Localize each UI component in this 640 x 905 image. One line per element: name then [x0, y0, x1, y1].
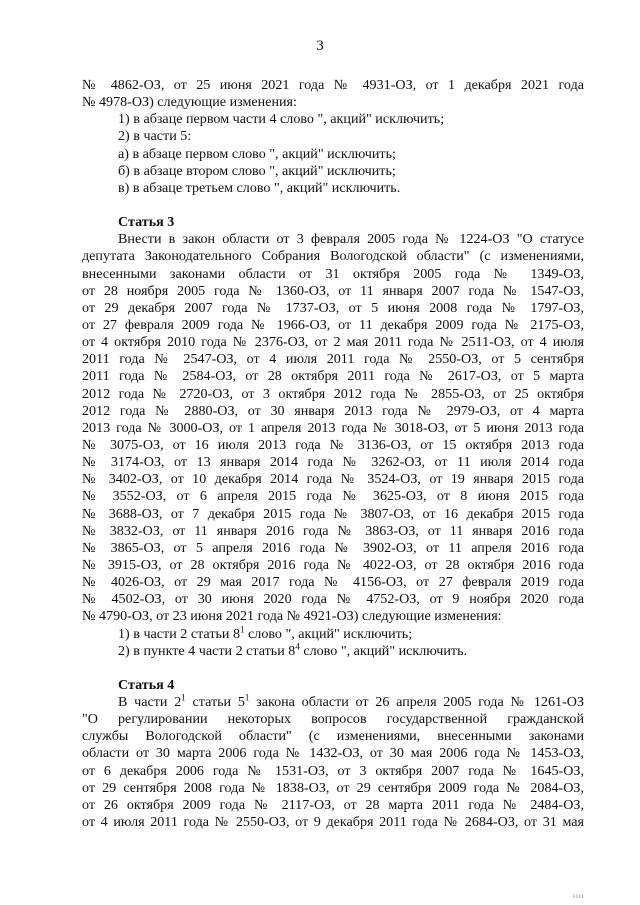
paragraph-article-4 — [82, 694, 584, 831]
text-line: от 4 октября 2010 года № 2376-ОЗ, от 2 мая 2011 года № 2511-ОЗ, от 4 июля — [82, 334, 584, 351]
text-fragment: статьи 5 — [185, 694, 245, 711]
paragraph-article-3 — [82, 231, 584, 625]
text-line: № 4862-ОЗ, от 25 июня 2021 года № 4931-ОЗ, от 1 декабря 2021 года — [82, 77, 584, 93]
text-line: "О регулировании некоторых вопросов государственной гражданской — [82, 711, 584, 728]
text-line: от 29 сентября 2008 года № 1838-ОЗ, от 29 сентября 2009 года № 2084-ОЗ, — [82, 779, 584, 796]
text-line: от 6 декабря 2006 года № 1531-ОЗ, от 3 октября 2007 года № 1645-ОЗ, — [82, 762, 584, 779]
text-fragment: 2) в пункте 4 части 2 статьи 8 — [118, 642, 296, 659]
text-line: от 26 октября 2009 года № 2117-ОЗ, от 28 марта 2011 года № 2484-ОЗ, — [82, 796, 584, 813]
document-body — [82, 77, 584, 831]
text-line: № 4790-ОЗ, от 23 июня 2021 года № 4921-ОЗ) следующие изменения: — [82, 608, 502, 625]
text-line: № 3402-ОЗ, от 10 декабря 2014 года № 3524-ОЗ, от 19 января 2015 года — [82, 471, 584, 488]
list-item: а) в абзаце первом слово ", акций" исключить; — [118, 145, 396, 162]
text-line: Внести в закон области от 3 февраля 2005 года № 1224-ОЗ "О статусе — [118, 231, 584, 248]
scan-mark: ıııı — [573, 892, 585, 900]
text-line: 2012 года № 2720-ОЗ, от 3 октября 2012 года № 2855-ОЗ, от 25 октября — [82, 385, 584, 402]
text-line: № 4978-ОЗ) следующие изменения: — [82, 94, 297, 111]
text-line: депутата Законодательного Собрания Вологодской области" (с изменениями, — [82, 248, 584, 265]
text-line: 2012 года № 2880-ОЗ, от 30 января 2013 года № 2979-ОЗ, от 4 марта — [82, 402, 584, 419]
article-heading: Статья 3 — [118, 214, 175, 231]
text-fragment: 1) в части 2 статьи 8 — [118, 625, 241, 642]
text-line: № 3688-ОЗ, от 7 декабря 2015 года № 3807-ОЗ, от 16 декабря 2015 года — [82, 505, 584, 522]
superscript: 1 — [244, 694, 250, 703]
text-line: службы Вологодской области" (с изменениями, внесенными законами — [82, 728, 584, 745]
text-line: № 4502-ОЗ, от 30 июня 2020 года № 4752-ОЗ, от 9 ноября 2020 года — [82, 591, 584, 608]
text-fragment: слово ", акций" исключить; — [244, 625, 413, 642]
text-fragment: слово ", акций" исключить. — [299, 642, 468, 659]
text-line: № 3832-ОЗ, от 11 января 2016 года № 3863-ОЗ, от 11 января 2016 года — [82, 522, 584, 539]
list-item — [82, 626, 584, 643]
article-heading: Статья 4 — [118, 676, 175, 693]
text-line: № 4026-ОЗ, от 29 мая 2017 года № 4156-ОЗ, от 27 февраля 2019 года — [82, 574, 584, 591]
text-line: от 28 ноября 2005 года № 1360-ОЗ, от 11 января 2007 года № 1547-ОЗ, — [82, 282, 584, 299]
paragraph-amendments-intro — [82, 77, 584, 111]
text-line: 2011 года № 2584-ОЗ, от 28 октября 2011 года № 2617-ОЗ, от 5 марта — [82, 368, 584, 385]
text-line: 2011 года № 2547-ОЗ, от 4 июля 2011 года № 2550-ОЗ, от 5 сентября — [82, 351, 584, 368]
list-item: в) в абзаце третьем слово ", акций" исключить. — [118, 179, 401, 196]
list-item: 1) в абзаце первом части 4 слово ", акций" исключить; — [118, 111, 445, 128]
text-line: от 4 июля 2011 года № 2550-ОЗ, от 9 декабря 2011 года № 2684-ОЗ, от 31 мая — [82, 814, 584, 831]
superscript: 4 — [295, 642, 300, 651]
text-line: внесенными законами области от 31 октября 2005 года № 1349-ОЗ, — [82, 265, 584, 282]
text-line: № 3915-ОЗ, от 28 октября 2016 года № 4022-ОЗ, от 28 октября 2016 года — [82, 556, 584, 573]
text-line: № 3075-ОЗ, от 16 июля 2013 года № 3136-ОЗ, от 15 октября 2013 года — [82, 436, 584, 453]
superscript: 1 — [181, 694, 186, 703]
text-line: области от 30 марта 2006 года № 1432-ОЗ, от 30 мая 2006 года № 1453-ОЗ, — [82, 745, 584, 762]
text-fragment: В части 2 — [118, 694, 182, 711]
list-item: б) в абзаце втором слово ", акций" исключить; — [118, 162, 396, 179]
text-line: № 3552-ОЗ, от 6 апреля 2015 года № 3625-ОЗ, от 8 июня 2015 года — [82, 488, 584, 505]
text-line: от 27 февраля 2009 года № 1966-ОЗ, от 11 декабря 2009 года № 2175-ОЗ, — [82, 316, 584, 333]
list-item: 2) в части 5: — [118, 128, 192, 145]
list-item — [82, 643, 584, 660]
text-line: № 3174-ОЗ, от 13 января 2014 года № 3262-ОЗ, от 11 июля 2014 года — [82, 454, 584, 471]
text-line: 2013 года № 3000-ОЗ, от 1 апреля 2013 года № 3018-ОЗ, от 5 июня 2013 года — [82, 419, 584, 436]
text-line — [82, 694, 584, 711]
superscript: 1 — [240, 625, 245, 634]
page-number: 3 — [316, 38, 324, 54]
text-line: № 3865-ОЗ, от 5 апреля 2016 года № 3902-ОЗ, от 11 апреля 2016 года — [82, 539, 584, 556]
text-line: от 29 декабря 2007 года № 1737-ОЗ, от 5 июня 2008 года № 1797-ОЗ, — [82, 299, 584, 316]
text-fragment: закона области от 26 апреля 2005 года № 1261-ОЗ — [249, 694, 584, 711]
